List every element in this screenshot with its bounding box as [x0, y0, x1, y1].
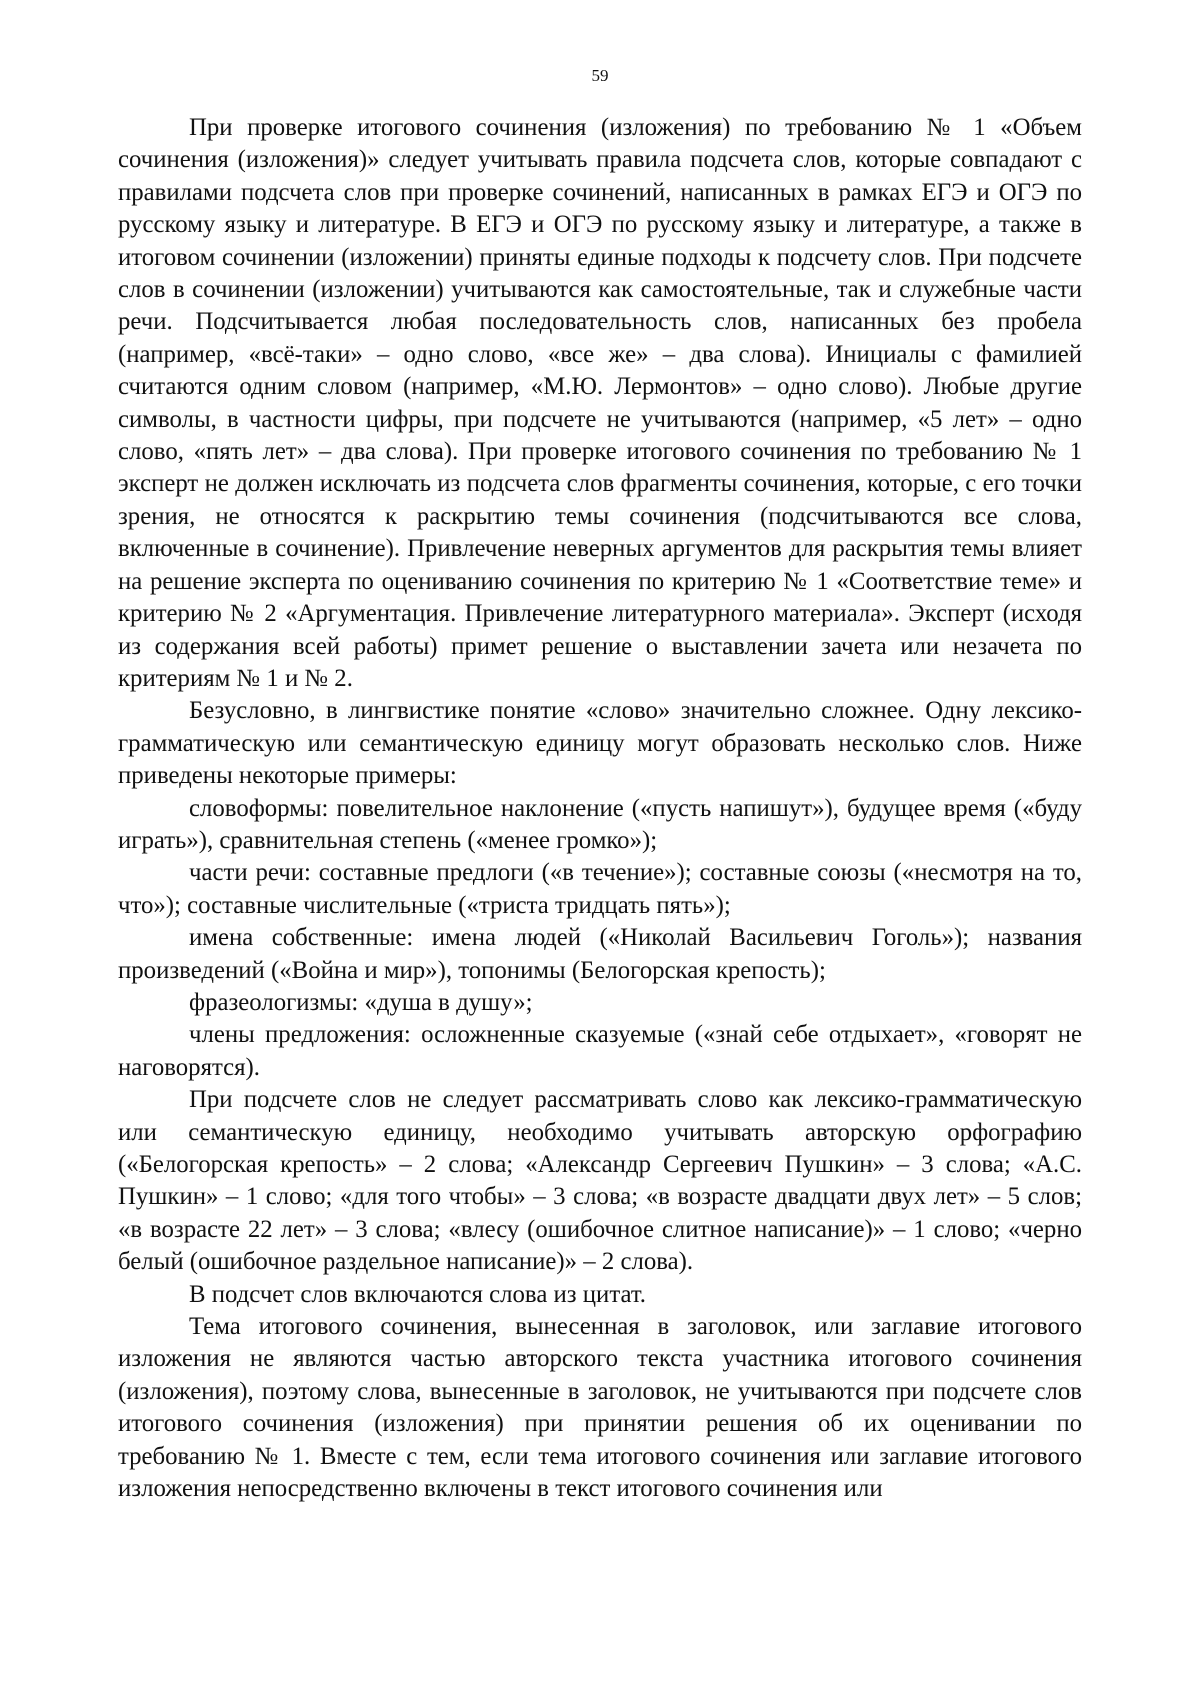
body-text	[118, 112, 1082, 1505]
paragraph-parts-of-speech: части речи: составные предлоги («в течение»); составные союзы («несмотря на то, что»); составные числительные («триста тридцать пять»);	[118, 859, 1082, 919]
paragraph-linguistic-word-concept: Безусловно, в лингвистике понятие «слово» значительно сложнее. Одну лексико-грамматическую или семантическую единицу могут образовать несколько слов. Ниже приведены некоторые примеры:	[118, 697, 1082, 790]
paragraph-phraseologisms: фразеологизмы: «душа в душу»;	[189, 988, 533, 1016]
paragraph-word-forms: словоформы: повелительное наклонение («пусть напишут»), будущее время («буду играть»), сравнительная степень («менее громко»);	[118, 794, 1082, 854]
paragraph-quotes: В подсчет слов включаются слова из цитат.	[189, 1280, 646, 1308]
paragraph-title-exclusion: Тема итогового сочинения, вынесенная в заголовок, или заглавие итогового изложения не являются частью авторского текста участника итогового сочинения (изложения), поэтому слова, вынесенные в заголовок, не учитываются при подсчете слов итогового сочинения (изложения) при принятии решения об их оценивании по требованию № 1. Вместе с тем, если тема итогового сочинения или заглавие итогового изложения непосредственно включены в текст итогового сочинения или	[118, 1313, 1082, 1503]
paragraph-sentence-members: члены предложения: осложненные сказуемые («знай себе отдыхает», «говорят не наговорятся).	[118, 1021, 1082, 1081]
paragraph-word-count-rules: При проверке итогового сочинения (изложения) по требованию № 1 «Объем сочинения (изложения)» следует учитывать правила подсчета слов, которые совпадают с правилами подсчета слов при проверке сочинений, написанных в рамках ЕГЭ и ОГЭ по русскому языку и литературе. В ЕГЭ и ОГЭ по русскому языку и литературе, а также в итоговом сочинении (изложении) приняты единые подходы к подсчету слов. При подсчете слов в сочинении (изложении) учитываются как самостоятельные, так и служебные части речи. Подсчитывается любая последовательность слов, написанных без пробела (например, «всё-таки» – одно слово, «все же» – два слова). Инициалы с фамилией считаются одним словом (например, «М.Ю. Лермонтов» – одно слово). Любые другие символы, в частности цифры, при подсчете не учитываются (например, «5 лет» – одно слово, «пять лет» – два слова). При проверке итогового сочинения по требованию № 1 эксперт не должен исключать из подсчета слов фрагменты сочинения, которые, с его точки зрения, не относятся к раскрытию темы сочинения (подсчитываются все слова, включенные в сочинение). Привлечение неверных аргументов для раскрытия темы влияет на решение эксперта по оцениванию сочинения по критерию № 1 «Соответствие теме» и критерию № 2 «Аргументация. Привлечение литературного материала». Эксперт (исходя из содержания всей работы) примет решение о выставлении зачета или незачета по критериям № 1 и № 2.	[118, 114, 1082, 692]
paragraph-proper-names: имена собственные: имена людей («Николай Васильевич Гоголь»); названия произведений («Война и мир»), топонимы (Белогорская крепость);	[118, 924, 1082, 984]
page-number: 59	[591, 66, 609, 85]
paragraph-author-orthography: При подсчете слов не следует рассматривать слово как лексико-грамматическую или семантическую единицу, необходимо учитывать авторскую орфографию («Белогорская крепость» – 2 слова; «Александр Сергеевич Пушкин» – 3 слова; «А.С. Пушкин» – 1 слово; «для того чтобы» – 3 слова; «в возрасте двадцати двух лет» – 5 слов; «в возрасте 22 лет» – 3 слова; «влесу (ошибочное слитное написание)» – 1 слово; «черно белый (ошибочное раздельное написание)» – 2 слова).	[118, 1086, 1082, 1276]
